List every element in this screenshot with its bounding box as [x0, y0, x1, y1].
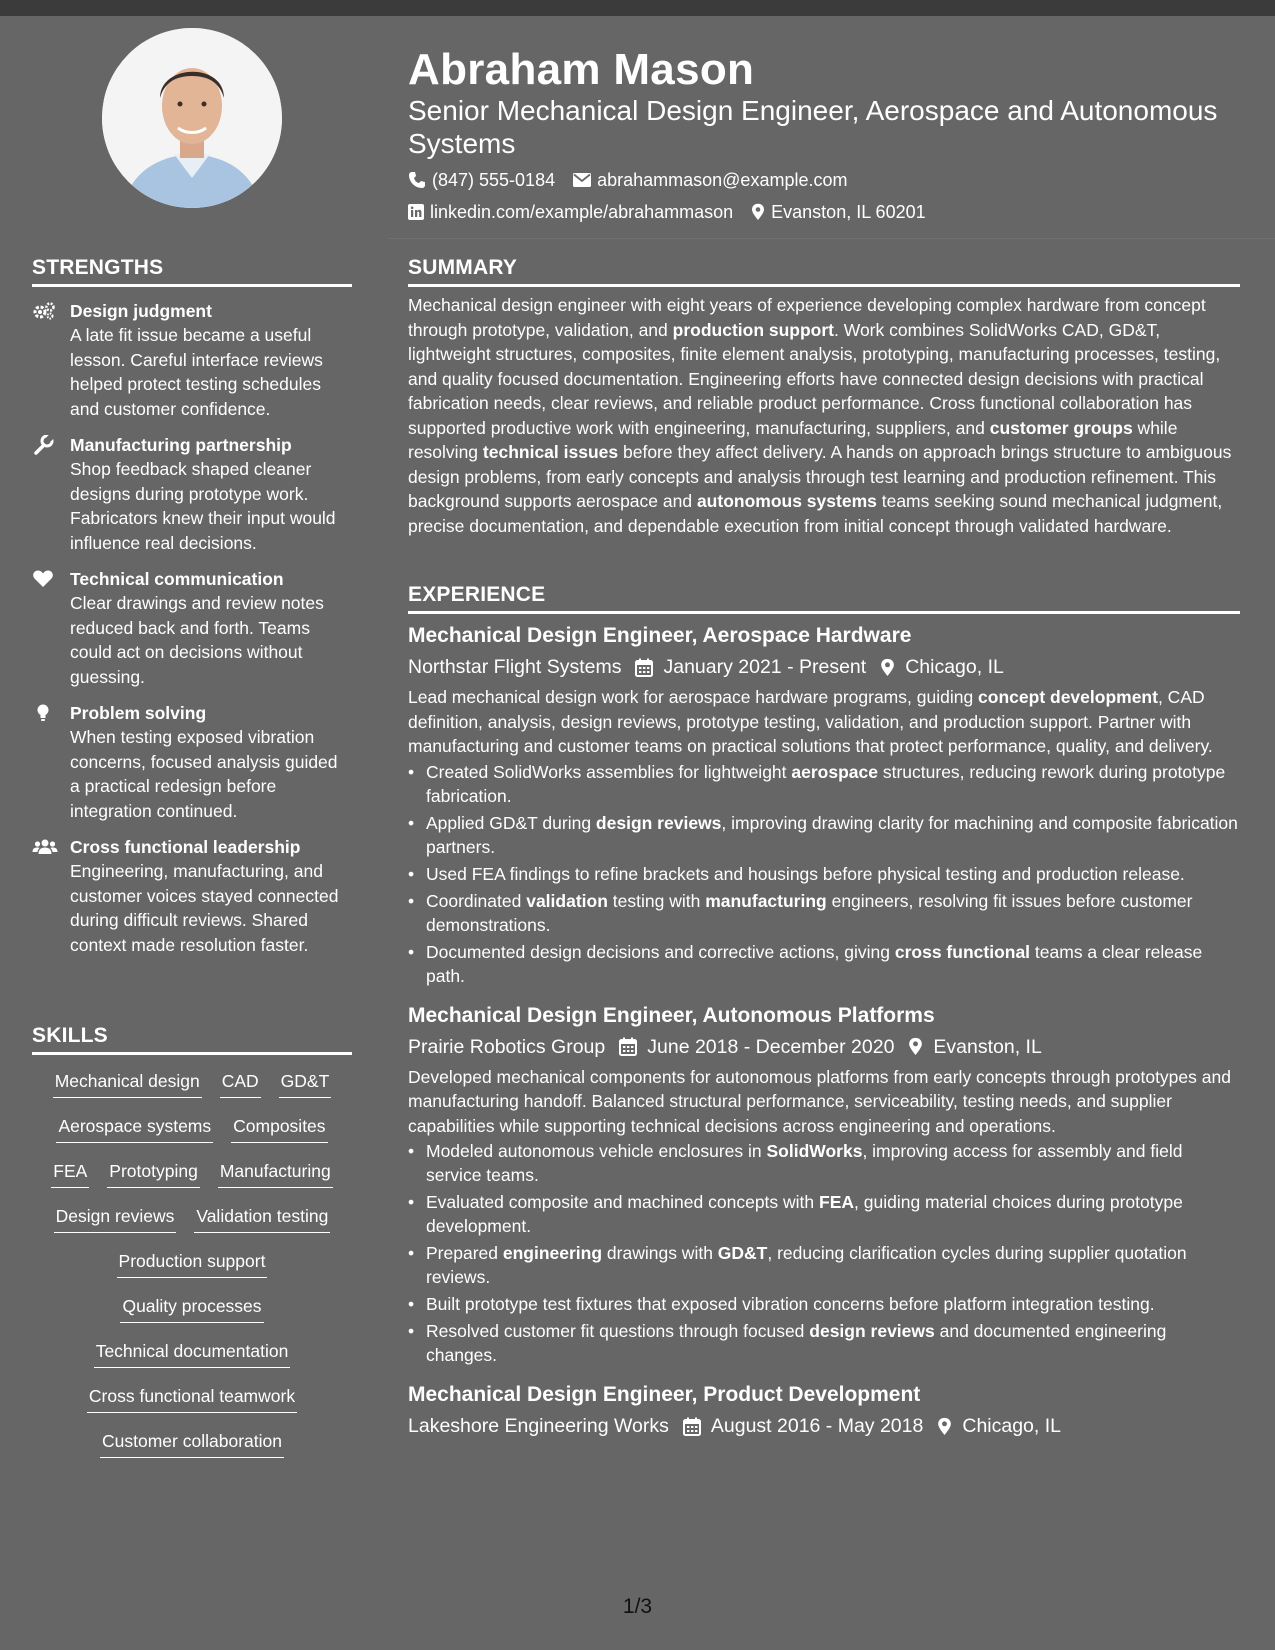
job-title: Mechanical Design Engineer, Aerospace Hardware [408, 624, 912, 647]
job-bullets [408, 760, 1240, 988]
page-number: 1/3 [622, 1595, 653, 1618]
list-item [408, 889, 1240, 937]
text-run: Developed mechanical components for autonomous platforms from early concepts through prototypes and manufacturing handoff. Balanced structural performance, serviceability, testing needs, and supplier capabilities while supporting technical decisions across engineering and operations. [408, 1066, 1231, 1136]
emphasis-text: manufacturing [705, 890, 827, 911]
linkedin-contact[interactable] [408, 200, 733, 224]
location-contact [751, 200, 925, 224]
header-divider [388, 238, 1275, 239]
text-run: . Work combines SolidWorks CAD, GD&T, lightweight structures, composites, finite element analysis, prototyping, manufacturing processes, testing, and quality focused documentation. Engineering efforts have connected design decisions with practical fabrication needs, clear reviews, and reliable product performance. Cross functional collaboration has supported productive work with engineering, manufacturing, suppliers, and [408, 319, 1221, 438]
candidate-name: Abraham Mason [408, 45, 755, 94]
list-item [408, 1319, 1240, 1367]
text-run: Modeled autonomous vehicle enclosures in [426, 1141, 767, 1161]
list-item [408, 760, 1240, 808]
text-run: engineers, resolving fit issues before customer demonstrations. [426, 890, 1193, 935]
top-bar [0, 0, 1275, 16]
phone-contact [408, 168, 555, 192]
calendar-icon [619, 1037, 637, 1056]
strength-item [32, 567, 352, 689]
text-run: Documented design decisions and corrective actions, giving [426, 941, 895, 962]
strength-item [32, 835, 352, 957]
job-entry [408, 622, 1240, 988]
email-text[interactable]: abrahammason@example.com [597, 170, 848, 190]
emphasis-text: customer groups [989, 417, 1133, 438]
job-dates: August 2016 - May 2018 [683, 1412, 923, 1440]
strength-title: Technical communication [70, 569, 284, 589]
users-icon [32, 837, 58, 857]
list-item [408, 1241, 1240, 1289]
emphasis-text: design reviews [595, 812, 722, 833]
skill-tag: Production support [117, 1249, 268, 1278]
text-run: , improving drawing clarity for machining and composite fabrication partners. [426, 812, 1238, 857]
company-name: Lakeshore Engineering Works [408, 1415, 669, 1437]
list-item [408, 1139, 1240, 1187]
strength-item [32, 433, 352, 555]
skill-tag: Design reviews [54, 1204, 177, 1233]
emphasis-text: validation [526, 890, 608, 911]
phone-icon [408, 171, 426, 189]
experience-section [408, 583, 1240, 1440]
text-run: Lead mechanical design work for aerospace hardware programs, guiding [408, 687, 979, 707]
list-item [408, 1190, 1240, 1238]
skill-tag: FEA [51, 1159, 89, 1188]
strength-description: A late fit issue became a useful lesson. Careful interface reviews helped protect testing schedules and customer confidence. [70, 325, 323, 419]
text-run: , improving access for assembly and field service teams. [426, 1141, 1183, 1185]
emphasis-text: GD&T [717, 1243, 768, 1263]
list-item [408, 940, 1240, 988]
text-run: Built prototype test fixtures that exposed vibration concerns before platform integration testing. [426, 1294, 1155, 1314]
job-location: Evanston, IL [908, 1033, 1041, 1061]
map-pin-icon [751, 203, 765, 221]
skills-title: SKILLS [32, 1024, 352, 1055]
company-name: Prairie Robotics Group [408, 1035, 606, 1058]
skill-row [32, 1069, 352, 1114]
skill-tag: Composites [231, 1114, 327, 1143]
text-run: Resolved customer fit questions through focused [426, 1321, 810, 1341]
contact-row [408, 168, 865, 192]
job-meta [408, 1033, 1240, 1061]
emphasis-text: autonomous systems [696, 491, 877, 511]
text-run: Applied GD&T during [426, 812, 596, 833]
summary-section [408, 256, 1240, 538]
strength-description: When testing exposed vibration concerns, focused analysis guided a practical redesign before integration continued. [70, 727, 338, 821]
map-pin-icon [908, 1037, 923, 1056]
wrench-icon [32, 435, 58, 455]
text-run: testing with [607, 890, 706, 911]
skill-list [32, 1069, 352, 1474]
gears-icon [32, 301, 58, 321]
skill-row [32, 1159, 352, 1204]
emphasis-text: FEA [819, 1192, 855, 1212]
skill-tag: GD&T [279, 1069, 332, 1098]
job-dates: June 2018 - December 2020 [619, 1033, 894, 1061]
list-item [408, 1292, 1240, 1316]
list-item [408, 811, 1240, 859]
text-run: before they affect delivery. A hands on approach brings structure to ambiguous design problems, from early concepts and analysis through test learning and production refinement. This background supports aerospace and [408, 442, 1232, 511]
job-description [408, 685, 1240, 759]
text-run: , reducing clarification cycles during supplier quotation reviews. [426, 1243, 1187, 1287]
strength-description: Shop feedback shaped cleaner designs during prototype work. Fabricators knew their input would influence real decisions. [70, 459, 336, 553]
experience-title: EXPERIENCE [408, 583, 1240, 614]
linkedin-text[interactable]: linkedin.com/example/abrahammason [430, 202, 734, 222]
emphasis-text: concept development [978, 687, 1158, 707]
skill-tag: Customer collaboration [100, 1429, 284, 1458]
skill-row [32, 1384, 352, 1429]
skill-tag: Prototyping [107, 1159, 200, 1188]
skill-row [32, 1204, 352, 1249]
emphasis-text: technical issues [482, 442, 619, 462]
text-run: Prepared [426, 1243, 503, 1263]
map-pin-icon [880, 658, 895, 677]
strength-title: Problem solving [70, 703, 207, 723]
emphasis-text: design reviews [809, 1321, 935, 1341]
text-run: Created SolidWorks assemblies for lightweight [426, 761, 792, 782]
company-name: Northstar Flight Systems [408, 656, 622, 678]
strength-description: Engineering, manufacturing, and customer voices stayed connected during difficult reviews. Shared context made resolution faster. [70, 861, 339, 955]
skill-tag: CAD [220, 1069, 261, 1098]
text-run: drawings with [602, 1243, 718, 1263]
text-run: Used FEA findings to refine brackets and housings before physical testing and production release. [426, 863, 1185, 884]
text-run: , guiding material choices during prototype development. [426, 1192, 1183, 1236]
strength-description: Clear drawings and review notes reduced back and forth. Teams could act on decisions without guessing. [70, 593, 324, 687]
strength-title: Manufacturing partnership [70, 435, 292, 455]
strengths-section [32, 256, 352, 957]
skill-tag: Mechanical design [53, 1069, 202, 1098]
skill-row [32, 1429, 352, 1474]
skill-tag: Aerospace systems [56, 1114, 213, 1143]
text-run: Evaluated composite and machined concepts with [426, 1192, 820, 1212]
list-item [408, 862, 1240, 886]
job-title: Mechanical Design Engineer, Autonomous Platforms [408, 1003, 935, 1027]
skill-tag: Cross functional teamwork [87, 1384, 297, 1413]
summary-title: SUMMARY [408, 256, 1240, 287]
emphasis-text: production support [672, 319, 835, 340]
text-run: Mechanical design engineer with eight years of experience developing complex hardware from concept through prototype, validation, and [408, 295, 1206, 340]
skill-tag: Technical documentation [94, 1339, 291, 1368]
job-title: Mechanical Design Engineer, Product Development [408, 1383, 921, 1406]
location-text: Evanston, IL 60201 [771, 202, 926, 222]
calendar-icon [635, 658, 653, 677]
strength-item [32, 701, 352, 823]
summary-text [408, 293, 1240, 538]
skill-row [32, 1294, 352, 1339]
skill-row [32, 1339, 352, 1384]
strength-title: Cross functional leadership [70, 837, 301, 857]
email-contact[interactable] [573, 168, 847, 192]
skill-row [32, 1249, 352, 1294]
text-run: teams seeking sound mechanical judgment, precise documentation, and dependable execution from initial concept through validated hardware. [408, 491, 1223, 536]
skill-tag: Quality processes [120, 1294, 263, 1323]
job-location: Chicago, IL [937, 1412, 1061, 1440]
map-pin-icon [937, 1417, 952, 1436]
text-run: and documented engineering changes. [426, 1321, 1167, 1365]
skill-tag: Validation testing [194, 1204, 330, 1233]
calendar-icon [683, 1417, 701, 1436]
phone-text: (847) 555-0184 [432, 170, 556, 190]
job-entry [408, 1002, 1240, 1368]
heart-icon [32, 569, 58, 589]
lightbulb-icon [32, 703, 58, 723]
skill-row [32, 1114, 352, 1159]
job-meta [408, 653, 1240, 681]
envelope-icon [573, 173, 591, 187]
job-meta [408, 1412, 1240, 1440]
profile-photo [102, 28, 282, 208]
skills-section [32, 1024, 352, 1474]
text-run: teams a clear release path. [426, 941, 1203, 986]
job-list [408, 622, 1240, 1440]
job-dates: January 2021 - Present [635, 653, 866, 681]
emphasis-text: engineering [502, 1243, 603, 1263]
text-run: structures, reducing rework during prototype fabrication. [426, 761, 1226, 806]
job-description [408, 1065, 1240, 1139]
strength-item [32, 299, 352, 421]
text-run: while resolving [408, 417, 1178, 462]
job-bullets [408, 1139, 1240, 1367]
headline: Senior Mechanical Design Engineer, Aerospace and Autonomous Systems [408, 95, 1218, 159]
linkedin-icon [408, 204, 424, 220]
job-entry [408, 1381, 1240, 1440]
strengths-title: STRENGTHS [32, 256, 352, 287]
job-location: Chicago, IL [880, 653, 1004, 681]
emphasis-text: aerospace [791, 761, 878, 782]
emphasis-text: SolidWorks [766, 1141, 863, 1161]
contact-row-2 [408, 200, 944, 224]
strength-title: Design judgment [70, 301, 212, 321]
text-run: , CAD definition, analysis, design reviews, prototype testing, validation, and production support. Partner with manufacturing and customer teams on practical solutions that protect performance, quality, and delivery. [408, 687, 1213, 756]
emphasis-text: cross functional [894, 941, 1031, 962]
text-run: Coordinated [426, 890, 527, 911]
skill-tag: Manufacturing [218, 1159, 333, 1188]
